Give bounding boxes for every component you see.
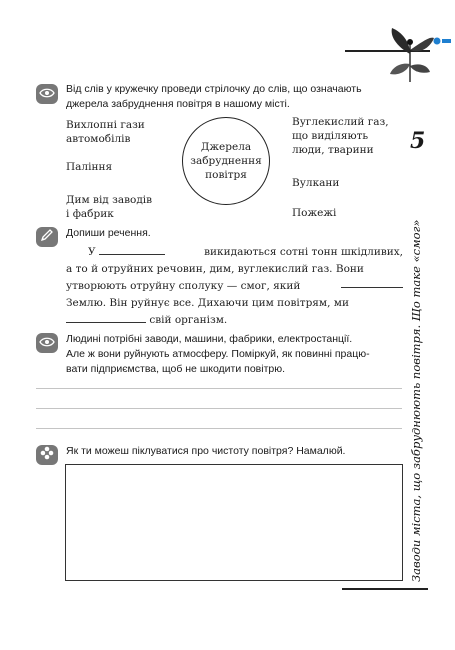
task2-p3-a: утворюють отруйну сполуку — смог, який xyxy=(66,280,301,292)
task2-p2: а то й отруйних речовин, дим, вуглекислий газ. Вони xyxy=(66,263,364,275)
left-word-exhaust xyxy=(66,118,145,146)
circle-line1: Джерела xyxy=(200,141,252,153)
left-word-exhaust-line1: Вихлопні гази xyxy=(66,119,145,131)
left-word-factory-smoke-line2: і фабрик xyxy=(66,208,114,220)
left-word-factory-smoke-line1: Дим від заводів xyxy=(66,194,153,206)
footer-rule xyxy=(342,588,428,590)
task1-instruction-line2: джерела забруднення повітря в нашому місті. xyxy=(66,98,290,110)
pen-icon xyxy=(40,228,54,247)
right-word-fires xyxy=(292,206,336,220)
task3-line1: Людині потрібні заводи, машини, фабрики, електростанції. xyxy=(66,333,353,345)
task3-line3: вати підприємства, щоб не шкодити повітрю. xyxy=(66,363,286,375)
answer-line-3[interactable] xyxy=(36,428,402,429)
chapter-number: 5 xyxy=(410,128,426,154)
left-word-factory-smoke xyxy=(66,193,152,221)
flower-icon xyxy=(40,446,54,465)
task2-p5-b: свій організм. xyxy=(149,314,228,326)
task2-line5 xyxy=(66,312,403,329)
publisher-logo xyxy=(433,33,451,51)
task2-badge xyxy=(36,227,58,247)
drawing-box[interactable] xyxy=(65,464,403,581)
blank-2[interactable] xyxy=(341,278,403,288)
right-word-volcanoes xyxy=(292,176,339,190)
answer-line-1[interactable] xyxy=(36,388,402,389)
eye-icon xyxy=(39,85,55,103)
right-word-co2-line3: люди, тварини xyxy=(292,144,374,156)
blank-1[interactable] xyxy=(99,245,165,255)
task4-question: Як ти можеш піклуватися про чистоту повітря? Намалюй. xyxy=(66,445,346,457)
left-word-exhaust-line2: автомобілів xyxy=(66,133,131,145)
circle-line3: повітря xyxy=(205,169,247,181)
side-title: Заводи міста, що забруднюють повітря. Що таке «смог» xyxy=(409,219,423,582)
left-word-smoking-line1: Паління xyxy=(66,161,113,173)
plant-icon xyxy=(380,24,440,91)
right-word-volcanoes-line1: Вулкани xyxy=(292,177,340,189)
right-word-co2-line2: що виділяють xyxy=(292,130,369,142)
right-word-co2-line1: Вуглекислий газ, xyxy=(292,116,389,128)
task2-p1-b: викидаються сотні тонн шкідливих, xyxy=(204,246,403,258)
task2-text xyxy=(66,244,403,329)
eye-icon xyxy=(39,334,55,352)
task4-badge xyxy=(36,445,58,465)
task2-p1-a: У xyxy=(88,246,96,258)
task3-line2: Але ж вони руйнують атмосферу. Поміркуй, як повинні працю- xyxy=(66,348,370,360)
circle-line2: забруднення xyxy=(190,155,262,167)
right-word-fires-line1: Пожежі xyxy=(292,207,337,219)
left-word-smoking xyxy=(66,160,112,174)
task2-p4: Землю. Він руйнує все. Дихаючи цим повітрям, ми xyxy=(66,297,349,309)
right-word-co2 xyxy=(292,115,389,157)
answer-line-2[interactable] xyxy=(36,408,402,409)
task1-instruction-line1: Від слів у кружечку проведи стрілочку до слів, що означають xyxy=(66,83,362,95)
task2-line1 xyxy=(66,244,403,261)
task1-badge xyxy=(36,84,58,104)
blank-3[interactable] xyxy=(66,313,146,323)
task2-instruction: Допиши речення. xyxy=(66,227,151,239)
task2-line3 xyxy=(66,278,403,295)
task3-badge xyxy=(36,333,58,353)
sources-circle xyxy=(182,117,270,205)
